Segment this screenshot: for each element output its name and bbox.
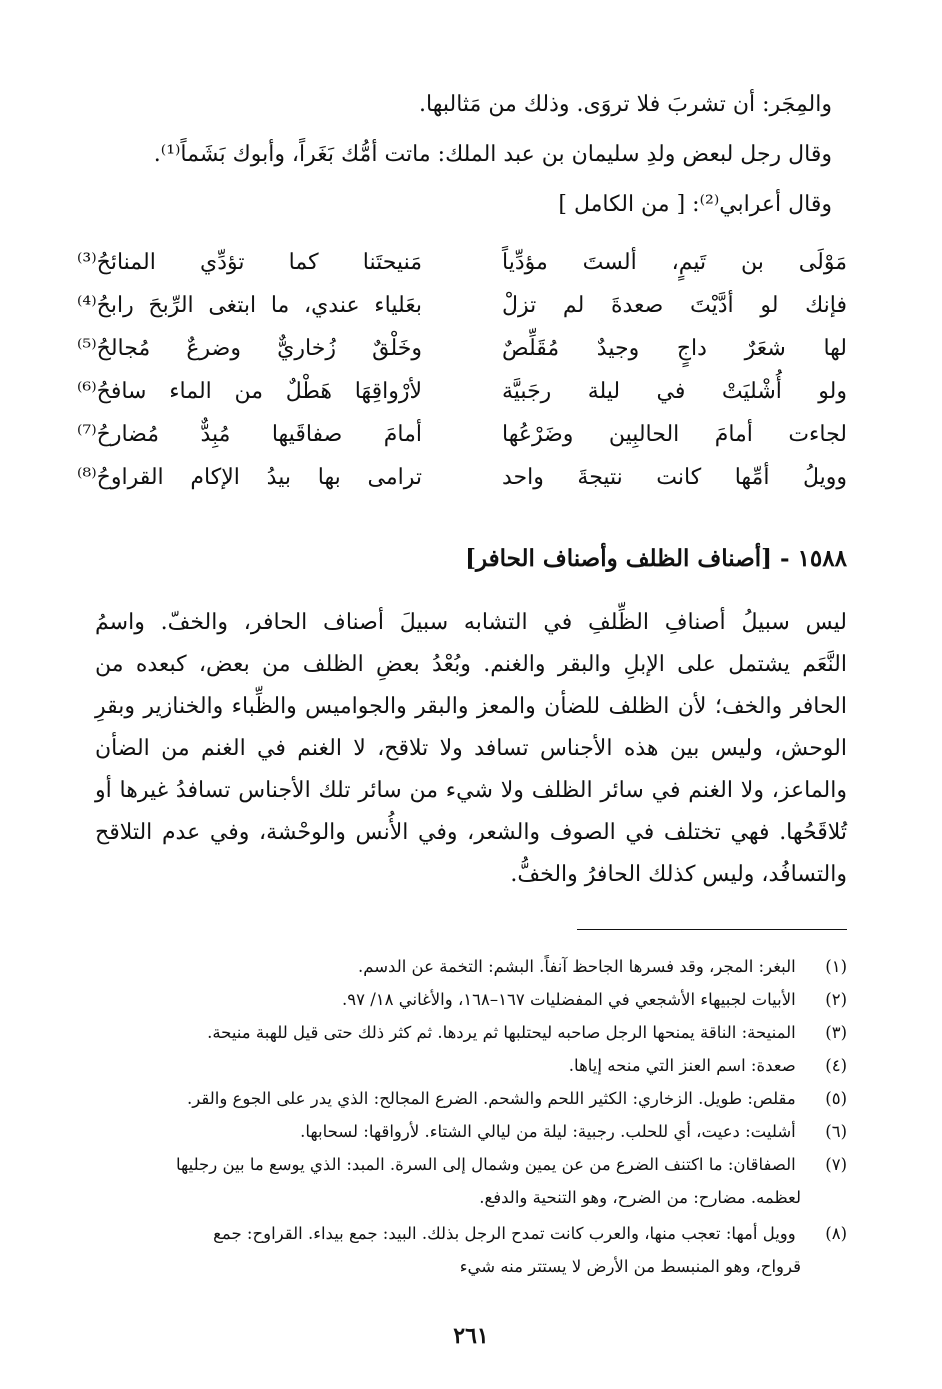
- footnote-number: (٣): [825, 1023, 847, 1042]
- verse-first-hemistich: وويلُ أمِّها كانت نتيجةَ واحد: [502, 465, 847, 490]
- footnote-number: (٤): [825, 1056, 847, 1075]
- footnote: [95, 955, 847, 979]
- footnote-number: (٨): [825, 1224, 847, 1243]
- footnote-continuation: لعظمه. مضارح: من الضرح، وهو التنحية والدفع.: [479, 1188, 801, 1207]
- footnote-text: المنيحة: الناقة يمنحها الرجل صاحبه ليحتلبها ثم يردها. ثم كثر ذلك حتى قيل للهبة منيحة.: [207, 1023, 796, 1042]
- paragraph-line: الحافر والخف؛ لأن الظلف للضأن والمعز والبقر والجواميس والظِّباء والخنازير وبقرِ: [95, 694, 847, 719]
- footnote-text: الأبيات لجبيهاء الأشجعي في المفضليات ١٦٧–١٦٨، والأغاني ١٨/ ٩٧.: [341, 990, 796, 1009]
- verse-row: [77, 336, 847, 376]
- verse-second-hemistich: لأرْواقِهَا هَطْلٌ من الماء سافحُ⁽⁶⁾: [77, 379, 422, 404]
- footnote-number: (٥): [825, 1089, 847, 1108]
- paragraph-line: والماعز، ولا الغنم في سائر الظلف ولا شيء من سائر تلك الأجناس تسافدُ غيرها أو: [95, 778, 847, 803]
- verse-second-hemistich: بعَلياء عندي، ما ابتغى الرِّبحَ رابحُ⁽⁴⁾: [77, 293, 422, 318]
- footnote: [95, 1054, 847, 1078]
- verse-first-hemistich: لها شعَرٌ داجٍ وجيدٌ مُقَلِّصٌ: [502, 336, 847, 361]
- verse-row: [77, 422, 847, 462]
- verse-first-hemistich: لجاءت أمامَ الحالبِين وضَرْعُها: [502, 422, 847, 447]
- footnote: [95, 1087, 847, 1111]
- footnote-text: أشليت: دعيت، أي للحلب. رجبية: ليلة من ليالي الشتاء. لأرواقها: لسحابها.: [300, 1122, 796, 1141]
- verse-first-hemistich: فإنك لو أدَّيْتَ صعدةَ لم تزلْ: [502, 293, 847, 318]
- footnote-number: (١): [825, 957, 847, 976]
- verse-first-hemistich: مَوْلَى بن تَيمٍ، ألستَ مؤدِّياً: [502, 250, 847, 275]
- verse-second-hemistich: وخَلْقٌ زُخاريٌّ وضرعٌ مُجالحُ⁽⁵⁾: [77, 336, 422, 361]
- footnote-number: (٢): [825, 990, 847, 1009]
- verse-second-hemistich: مَنيحتَنا كما تؤدِّي المنائحُ⁽³⁾: [77, 250, 422, 275]
- verse-first-hemistich: ولو أُشْليَتْ في ليلة رجَبيَّة: [502, 379, 847, 404]
- footnote-number: (٧): [825, 1155, 847, 1174]
- footnote: [95, 1120, 847, 1144]
- footnote-text: الصفاقان: ما اكتنف الضرع من عن يمين وشمال إلى السرة. المبد: الذي يوسع ما بين رجليها: [175, 1155, 796, 1174]
- verse-row: [77, 293, 847, 333]
- footnote: [95, 988, 847, 1012]
- intro-line: وقال رجل لبعض ولدِ سليمان بن عبد الملك: ماتت أمُّك بَغَراً، وأبوك بَشَماً⁽¹⁾.: [153, 142, 832, 167]
- paragraph-line: النَّعَم يشتمل على الإبلِ والبقر والغنم. وبُعْدُ بعضِ الظلف من بعض، كبعده من: [95, 652, 847, 677]
- verse-row: [77, 250, 847, 290]
- section-title: ١٥٨٨ - [أصناف الظلف وأصناف الحافر]: [465, 545, 847, 572]
- paragraph-line: ليس سبيلُ أصنافِ الظِّلفِ في التشابه سبيلَ أصناف الحافر، والخفّ. واسمُ: [95, 610, 847, 635]
- footnote: [95, 1222, 847, 1246]
- footnote-text: البغر: المجر، وقد فسرها الجاحظ آنفاً. البشم: التخمة عن الدسم.: [357, 957, 796, 976]
- poem-attribution: وقال أعرابي⁽²⁾: [ من الكامل ]: [558, 192, 832, 217]
- verse-second-hemistich: ترامى بها بيدُ الإكام القراوحُ⁽⁸⁾: [77, 465, 422, 490]
- verse-second-hemistich: أمامَ صفاقَيها مُبِدٌّ مُضارحُ⁽⁷⁾: [77, 422, 422, 447]
- paragraph-line: الوحش، وليس بين هذه الأجناس تسافد ولا تلاقح، لا الغنم في الغنم من الضأن: [95, 736, 847, 761]
- footnote-divider: [577, 929, 847, 930]
- footnote-text: مقلص: طويل. الزخاري: الكثير اللحم والشحم. الضرع المجالح: الذي يدر على الجوع والقر.: [187, 1089, 796, 1108]
- paragraph-line: تُلاقَحُها. فهي تختلف في الصوف والشعر، وفي الأُنس والوحْشة، وفي عدم التلاقح: [95, 820, 847, 845]
- intro-line: والمِجَر: أن تشربَ فلا تروَى. وذلك من مَثالبها.: [419, 92, 832, 117]
- footnote-number: (٦): [825, 1122, 847, 1141]
- page-number: ٢٦١: [453, 1323, 489, 1349]
- footnote-text: وويل أمها: تعجب منها، والعرب كانت تمدح الرجل بذلك. البيد: جمع بيداء. القراوح: جمع: [213, 1224, 796, 1243]
- verse-row: [77, 379, 847, 419]
- footnote: [95, 1153, 847, 1177]
- verse-row: [77, 465, 847, 505]
- footnote-continuation: قرواح، وهو المنبسط من الأرض لا يستتر منه شيء: [459, 1257, 801, 1276]
- footnote-text: صعدة: اسم العنز التي منحه إياها.: [568, 1056, 796, 1075]
- paragraph-line: والتسافُد، وليس كذلك الحافرُ والخفُّ.: [510, 862, 847, 887]
- footnote: [95, 1021, 847, 1045]
